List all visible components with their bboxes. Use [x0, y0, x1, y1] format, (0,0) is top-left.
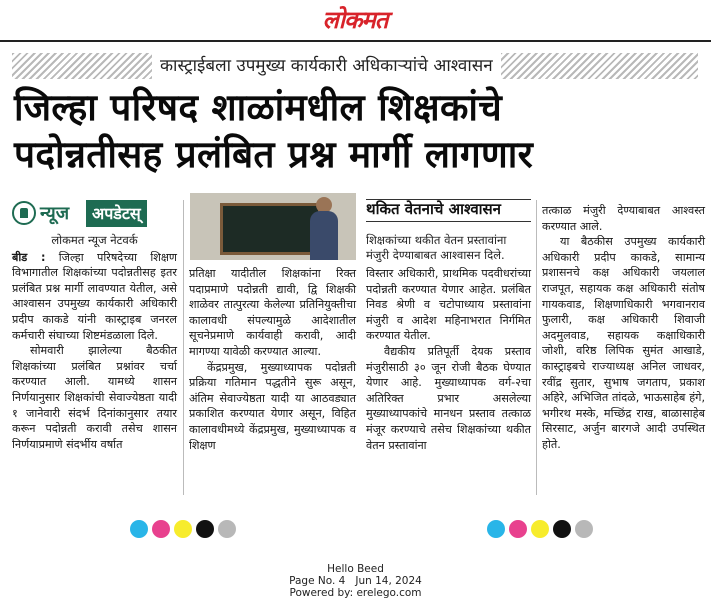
paragraph-text: जिल्हा परिषदेच्या शिक्षण विभागातील शिक्षकांच्या पदोन्नतीसह इतर प्रलंबित प्रश्न मार्गी लावण्यात येतील, असे आश्वासन उपमुख्य कार्यकारी अधिकारी प्रदीप काकडे यांनी कास्ट्राइब जनरल कर्मचारी संघाच्या शिष्टमंडळाला दिले. [12, 250, 177, 342]
paragraph: या बैठकीस उपमुख्य कार्यकारी अधिकारी प्रदीप काकडे, सामान्य प्रशासनचे कक्ष अधिकारी जयलाल राजपूत, सहायक कक्ष अधिकारी संतोष गायकवाड, शिक्षणाधिकारी भगवानराव फुलारी, कक्ष अधिकारी शिवाजी अदमुलवाड, सहायक कक्षाधिकारी जोशी, वरिष्ठ लिपिक सुमंत आखाडे, कास्ट्राइबचे राज्याध्यक्ष अनिल जाधवर, रवींद्र सुतार, सुभाष जगताप, प्रकाश अहिरे, अभिजित तांदळे, भाऊसाहेब हंगे, भगीरथ मस्के, मच्छिंद्र राख, बाळासाहेब सिरसाट, अर्जुन बारगजे आदी उपस्थित होते. [542, 235, 705, 451]
brand-updates-label: अपडेटस् [86, 200, 147, 227]
subhead-box [366, 199, 531, 263]
paragraph: वैद्यकीय प्रतिपूर्ती देयक प्रस्ताव मंजुरीसाठी ३० जून रोजी बैठक घेण्यात येणार आहे. मुख्याध्यापक वर्ग-२चा अतिरिक्त प्रभार असलेल्या मुख्याध्यापकांचे मानधन प्रस्ताव तत्काळ मंजूर करण्याचे तसेच शिक्षकांच्या थकीत वेतन प्रस्तावांना [366, 344, 531, 452]
paragraph: सोमवारी झालेल्या बैठकीत शिक्षकांच्या प्रलंबित प्रश्नांवर चर्चा करण्यात आली. यामध्ये शासन निर्णयानुसार शिक्षकांची सेवाज्येष्ठता यादी १ जानेवारी संदर्भ दिनांकानुसार तयार करून पदोन्नती करावी तसेच शासन निर्णयाप्रमाणे संदर्भीय वर्षात [12, 344, 177, 451]
paragraph: विस्तार अधिकारी, प्राथमिक पदवीधरांच्या पदोन्नती करण्यात येणार आहेत. प्रलंबित निवड श्रेणी व चटोपाध्याय प्रस्तावांना मंजुरी व आदेश महिनाभरात निर्गमित करण्यात येतील. [366, 267, 531, 343]
footer-powered-by[interactable]: Powered by: erelego.com [289, 587, 422, 599]
article-column-4 [542, 203, 705, 453]
byline: लोकमत न्यूज नेटवर्क [51, 233, 138, 247]
registration-dot [531, 520, 549, 538]
paragraph: केंद्रप्रमुख, मुख्याध्यापक पदोन्नती प्रक्रिया गतिमान पद्धतीने सुरू असून, अंतिम सेवाज्येष्ठता यादी या आठवड्यात प्रकाशित करण्यात येणार असून, विहित कालावधीमध्ये केंद्रप्रमुख, मुख्याध्यापक व शिक्षण [189, 360, 356, 452]
lamp-icon [12, 201, 36, 225]
page-footer [0, 563, 711, 599]
registration-dot [553, 520, 571, 538]
registration-dot [174, 520, 192, 538]
article-column-2 [189, 266, 356, 453]
column-divider [536, 200, 537, 495]
footer-page-date: Page No. 4 Jun 14, 2024 [289, 575, 422, 587]
footer-edition: Hello Beed [327, 563, 384, 575]
teacher-image [310, 211, 338, 260]
registration-dot [152, 520, 170, 538]
masthead-rule [0, 40, 711, 42]
article-photo[interactable] [190, 193, 356, 260]
subhead-mid-rule [366, 221, 531, 222]
column-divider [183, 200, 184, 495]
headline [14, 84, 704, 178]
subhead-title: थकित वेतनाचे आश्वासन [366, 200, 502, 218]
registration-dot [487, 520, 505, 538]
kicker-bar [12, 53, 698, 79]
registration-dot [509, 520, 527, 538]
newspaper-logo[interactable]: लोकमत [322, 6, 388, 34]
subhead-top-rule [366, 199, 531, 200]
article-column-3 [366, 266, 531, 453]
paragraph: तत्काळ मंजुरी देण्याबाबत आश्वस्त करण्यात आले. [542, 204, 705, 233]
registration-dot [196, 520, 214, 538]
headline-line-1: जिल्हा परिषद शाळांमधील शिक्षकांचे [14, 86, 503, 129]
blackboard-image [220, 203, 321, 255]
registration-dot [575, 520, 593, 538]
paragraph [12, 250, 177, 344]
subhead-deck: शिक्षकांच्या थकीत वेतन प्रस्तावांना मंजुरी देण्याबाबत आश्वासन दिले. [366, 233, 507, 262]
news-updates-brand [12, 200, 184, 227]
headline-line-2: पदोन्नतीसह प्रलंबित प्रश्न मार्गी लागणार [14, 133, 534, 176]
article-column-1 [12, 233, 177, 452]
paragraph: प्रतिक्षा यादीतील शिक्षकांना रिक्त पदाप्रमाणे पदोन्नती द्यावी, द्वि शिक्षकी शाळेवर तात्पुरत्या केलेल्या प्रतिनियुक्तीचा कालावधी संपल्यामुळे आदेशातील सूचनेप्रमाणे कार्यवाही करावी, आदी मागण्या यावेळी करण्यात आल्या. [189, 267, 356, 358]
masthead [0, 0, 711, 44]
brand-news-label: न्यूज [40, 203, 70, 224]
dateline: बीड : [12, 250, 46, 264]
registration-dot [130, 520, 148, 538]
kicker-text: कास्ट्राईबला उपमुख्य कार्यकारी अधिकाऱ्यांचे आश्वासन [152, 53, 501, 79]
registration-dot [218, 520, 236, 538]
